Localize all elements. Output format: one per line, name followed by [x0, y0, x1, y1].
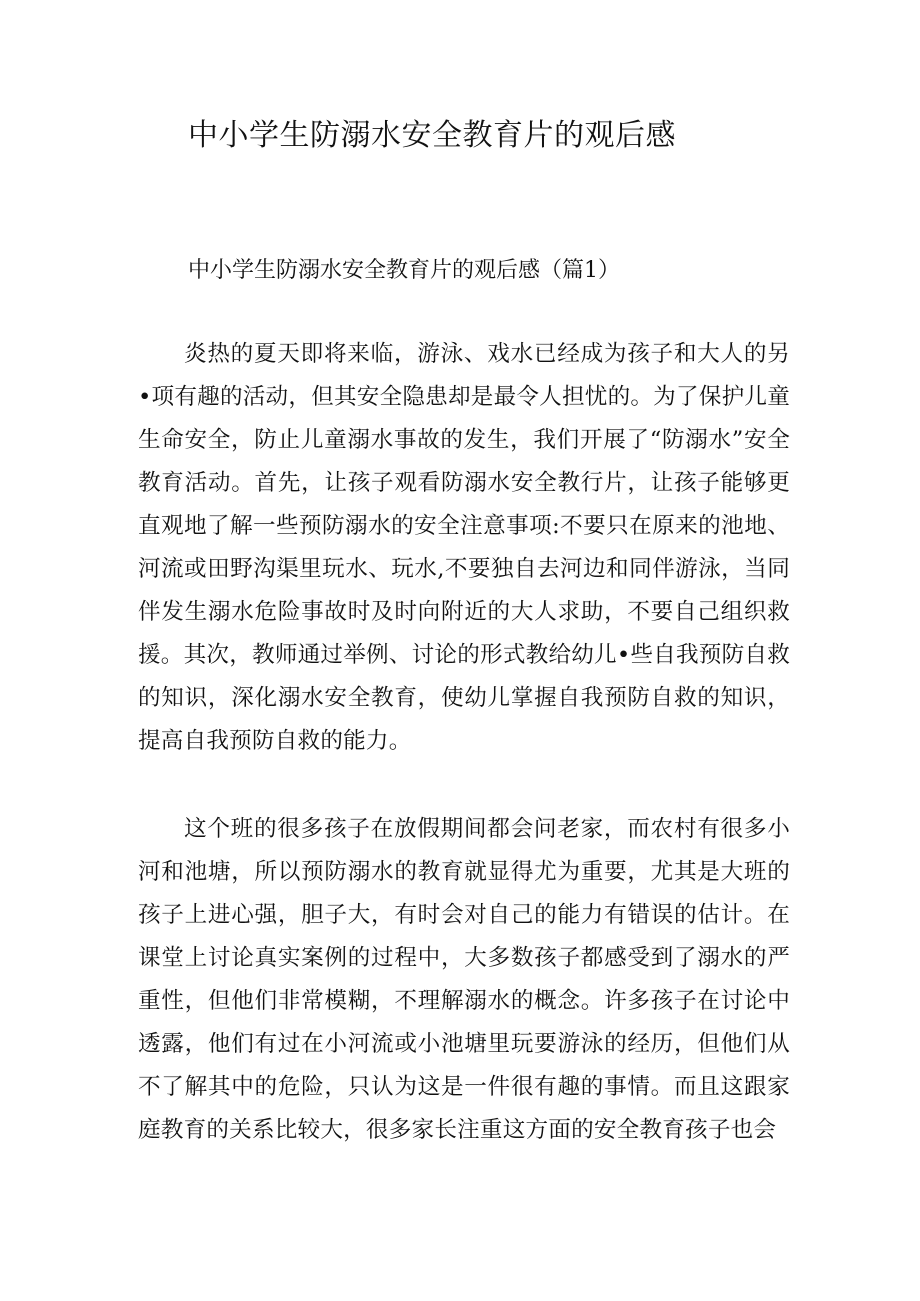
body-paragraph-2: 这个班的很多孩子在放假期间都会问老家，而农村有很多小河和池塘，所以预防溺水的教育就显得尤为重要，尤其是大班的孩子上进心强，胆子大，有时会对自己的能力有错误的估计。在课堂上讨论真实案例的过程中，大多数孩子都感受到了溺水的严重性，但他们非常模糊，不理解溺水的概念。许多孩子在讨论中透露，他们有过在小河流或小池塘里玩要游泳的经历，但他们从不了解其中的危险，只认为这是一件很有趣的事情。而且这跟家庭教育的关系比较大，很多家长注重这方面的安全教育孩子也会 — [138, 816, 790, 1143]
section-heading: 中小学生防溺水安全教育片的观后感（篇1） — [188, 258, 620, 283]
body-paragraph-1: 炎热的夏天即将来临，游泳、戏水已经成为孩子和大人的另•项有趣的活动，但其安全隐患却是最令人担忧的。为了保护儿童生命安全，防止儿童溺水事故的发生，我们开展了“防溺水”安全教育活动。首先，让孩子观看防溺水安全教行片，让孩子能够更直观地了解一些预防溺水的安全注意事项:不要只在原来的池地、河流或田野沟渠里玩水、玩水,不要独自去河边和同伴游泳，当同伴发生溺水危险事故时及时向附近的大人求助，不要自己组织救援。其次，教师通过举例、讨论的形式教给幼儿•些自我预防自救的知识，深化溺水安全教育，使幼儿掌握自我预防自救的知识，提高自我预防自救的能力。 — [138, 341, 790, 754]
document-title: 中小学生防溺水安全教育片的观后感 — [188, 118, 676, 153]
